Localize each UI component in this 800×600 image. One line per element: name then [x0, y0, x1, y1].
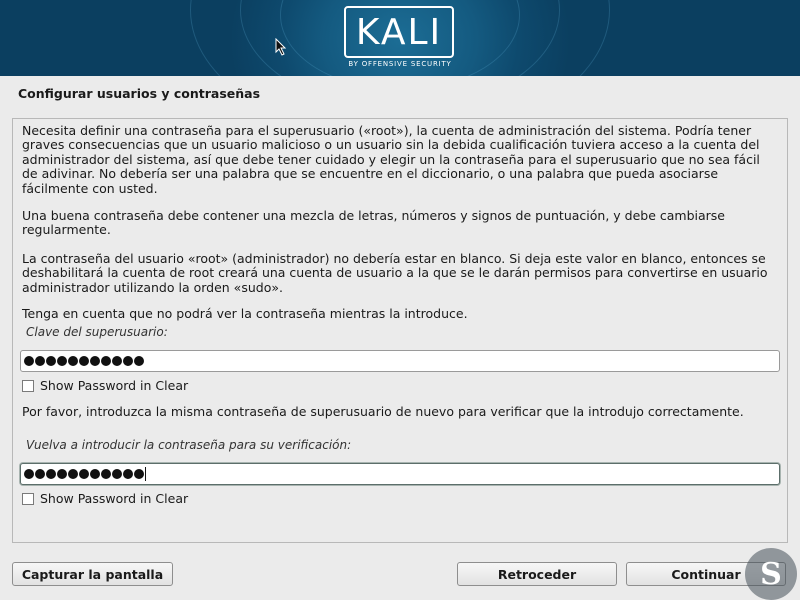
- password-mask: [24, 469, 144, 479]
- show-password-checkbox-2[interactable]: [22, 493, 34, 505]
- password-dot: [123, 469, 133, 479]
- kali-logo-text: KALI: [344, 6, 454, 58]
- password-dot: [134, 356, 144, 366]
- password-dot: [101, 356, 111, 366]
- kali-logo-subtitle: BY OFFENSIVE SECURITY: [348, 60, 452, 68]
- password-dot: [46, 356, 56, 366]
- show-password-toggle-2[interactable]: [22, 491, 188, 506]
- password-dot: [79, 356, 89, 366]
- verify-prompt-paragraph: Por favor, introduzca la misma contraseña de superusuario de nuevo para verificar que la introdujo correctamente.: [22, 404, 744, 419]
- password-dot: [68, 356, 78, 366]
- password-dot: [35, 469, 45, 479]
- password-dot: [134, 469, 144, 479]
- blank-root-paragraph: La contraseña del usuario «root» (administrador) no debería estar en blanco. Si deja este valor en blanco, entonces se deshabilitará la cuenta de root creará una cuenta de usuario a la que se le darán permisos para convertirse en usuario administrador utilizando la orden «sudo».: [22, 251, 768, 295]
- root-password-input[interactable]: [20, 350, 780, 372]
- password-dot: [46, 469, 56, 479]
- password-dot: [90, 469, 100, 479]
- verify-password-input[interactable]: [20, 463, 780, 485]
- password-dot: [68, 469, 78, 479]
- continue-button[interactable]: Continuar: [626, 562, 786, 586]
- password-dot: [123, 356, 133, 366]
- intro-paragraph: Necesita definir una contraseña para el superusuario («root»), la cuenta de administración del sistema. Podría tener graves consecuencias que un usuario malicioso o un usuario sin la debida cualificación tuviera acceso a la cuenta del administrador del sistema, así que debe tener cuidado y elegir un la contraseña para el superusuario que no sea fácil de adivinar. No debería ser una palabra que se encuentre en el diccionario, o una palabra que pueda asociarse fácilmente con usted.: [22, 123, 760, 196]
- watermark-logo: [745, 548, 797, 600]
- mouse-pointer-icon: [275, 38, 287, 56]
- password-dot: [35, 356, 45, 366]
- not-visible-paragraph: Tenga en cuenta que no podrá ver la contraseña mientras la introduce.: [22, 306, 468, 321]
- root-password-label: Clave del superusuario:: [26, 325, 168, 339]
- password-dot: [112, 469, 122, 479]
- kali-banner: [0, 0, 800, 76]
- back-button[interactable]: Retroceder: [457, 562, 617, 586]
- password-dot: [24, 356, 34, 366]
- show-password-label-1: Show Password in Clear: [40, 378, 189, 393]
- show-password-label-2: Show Password in Clear: [40, 491, 189, 506]
- password-mask: [24, 356, 144, 366]
- page-title: Configurar usuarios y contraseñas: [18, 86, 261, 101]
- show-password-checkbox-1[interactable]: [22, 380, 34, 392]
- text-caret: [145, 467, 146, 481]
- watermark-letter: S: [760, 556, 782, 592]
- good-password-paragraph: Una buena contraseña debe contener una mezcla de letras, números y signos de puntuación, y debe cambiarse regularmente.: [22, 208, 725, 238]
- capture-screen-button[interactable]: Capturar la pantalla: [12, 562, 173, 586]
- password-dot: [112, 356, 122, 366]
- show-password-toggle-1[interactable]: [22, 378, 188, 393]
- password-dot: [101, 469, 111, 479]
- password-dot: [90, 356, 100, 366]
- kali-logo: [344, 6, 456, 72]
- password-dot: [79, 469, 89, 479]
- password-dot: [24, 469, 34, 479]
- verify-password-label: Vuelva a introducir la contraseña para su verificación:: [26, 438, 352, 452]
- password-dot: [57, 356, 67, 366]
- password-dot: [57, 469, 67, 479]
